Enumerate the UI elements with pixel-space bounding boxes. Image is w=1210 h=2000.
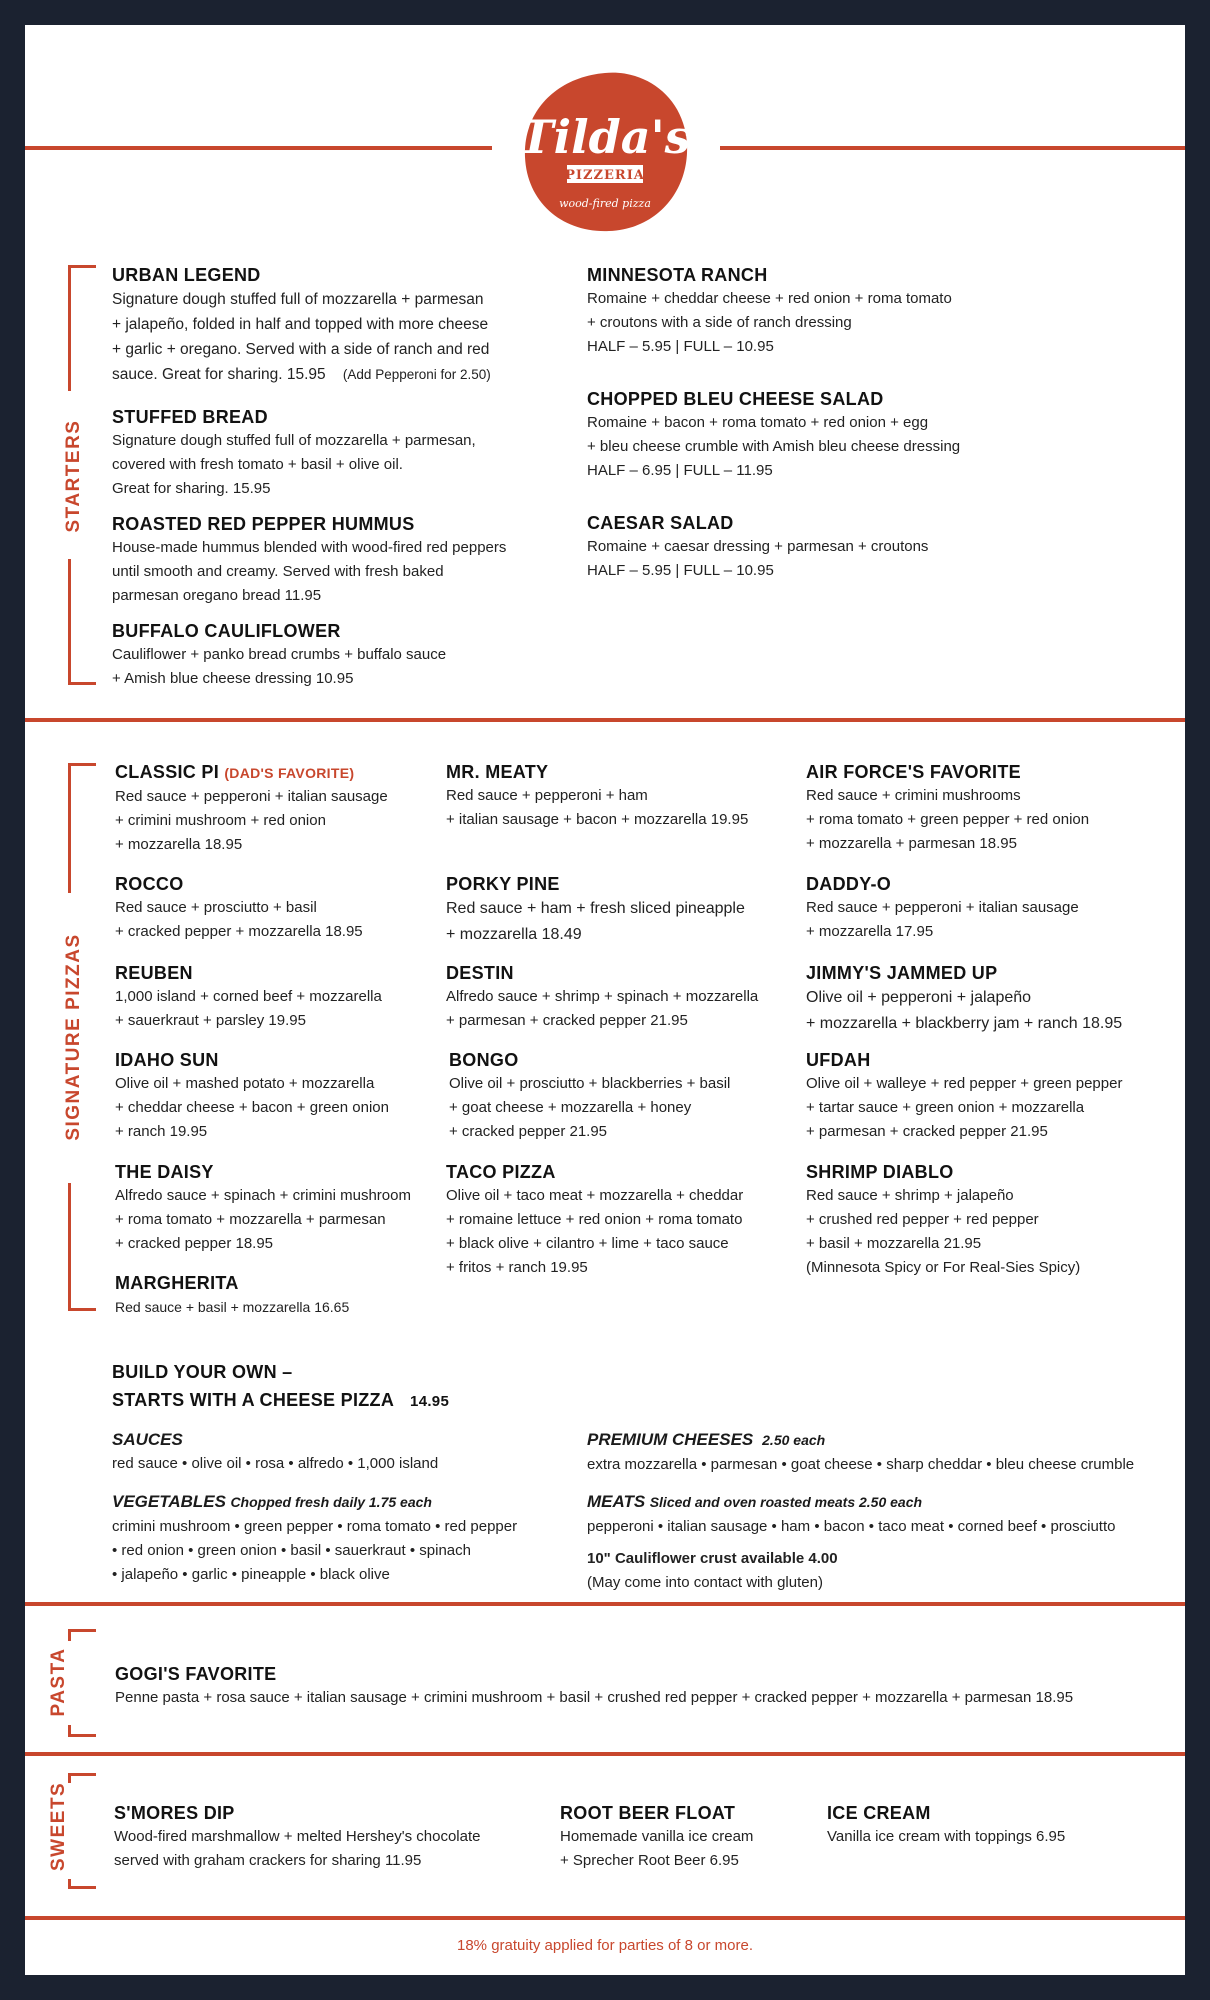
item-ufdah [806, 1048, 1122, 1144]
item-title: THE DAISY [115, 1162, 214, 1182]
item-description [449, 1072, 730, 1144]
desc-line: covered with fresh tomato + basil + olive oil. [112, 456, 403, 473]
desc-line: Red sauce + ham + fresh sliced pineapple [446, 900, 745, 917]
desc-line: + italian sausage + bacon + mozzarella 19.95 [446, 811, 749, 828]
item-title: PORKY PINE [446, 874, 560, 894]
meats-note: Sliced and oven roasted meats 2.50 each [649, 1494, 923, 1510]
byo-meats [587, 1490, 1116, 1595]
desc-line: Olive oil + walleye + red pepper + green pepper [806, 1075, 1123, 1092]
divider-pizza [25, 1602, 1185, 1606]
item-gogis-favorite [115, 1662, 1073, 1710]
item-the-daisy [115, 1160, 411, 1256]
item-description [446, 1184, 743, 1280]
desc-line: + parmesan + cracked pepper 21.95 [446, 1012, 688, 1029]
desc-line: + jalapeño, folded in half and topped with more cheese [112, 316, 489, 333]
byo-sauces [112, 1428, 438, 1476]
item-ice-cream [827, 1801, 1065, 1849]
item-title: ROASTED RED PEPPER HUMMUS [112, 514, 415, 534]
section-label-starters: STARTERS [63, 419, 84, 533]
desc-line: Romaine + cheddar cheese + red onion + roma tomato [587, 290, 952, 307]
item-rocco [115, 872, 363, 944]
item-description [112, 429, 476, 501]
desc-line: Red sauce + pepperoni + ham [446, 787, 648, 804]
item-description [827, 1825, 1065, 1849]
item-jimmys [806, 961, 1122, 1037]
desc-line: • red onion • green onion • basil • sauerkraut • spinach [112, 1542, 471, 1559]
item-description [560, 1825, 753, 1873]
meats-list: pepperoni • italian sausage • ham • bacon • taco meat • corned beef • prosciutto [587, 1518, 1116, 1535]
item-description [112, 643, 446, 691]
price-line: HALF – 5.95 | FULL – 10.95 [587, 562, 774, 579]
item-taco-pizza [446, 1160, 743, 1280]
desc-line: Red sauce + crimini mushrooms [806, 787, 1021, 804]
sauces-title: SAUCES [112, 1430, 183, 1449]
desc-line: + mozzarella 18.49 [446, 926, 582, 943]
item-title: S'MORES DIP [114, 1803, 235, 1823]
desc-line [112, 362, 491, 387]
item-description [112, 536, 506, 608]
item-description [446, 784, 748, 832]
desc-line: + cracked pepper 18.95 [115, 1235, 274, 1252]
item-destin [446, 961, 758, 1033]
header-rule-left [25, 146, 492, 150]
vegetables-title: VEGETABLES [112, 1492, 226, 1511]
desc-line: Penne pasta + rosa sauce + italian sausage + crimini mushroom + basil + crushed red pepper + cracked pepper + mozzarella + parmesan 18.95 [115, 1689, 1074, 1706]
desc-line: Homemade vanilla ice cream [560, 1828, 754, 1845]
desc-line: + croutons with a side of ranch dressing [587, 314, 852, 331]
item-caesar [587, 511, 928, 583]
desc-line: + mozzarella 18.95 [115, 836, 243, 853]
gluten-note: (May come into contact with gluten) [587, 1574, 823, 1591]
desc-line: + mozzarella 17.95 [806, 923, 934, 940]
byo-vegetables [112, 1490, 517, 1587]
logo-tagline: wood-fired pizza [559, 197, 651, 210]
desc-line: • jalapeño • garlic • pineapple • black olive [112, 1566, 390, 1583]
desc-line: + ranch 19.95 [115, 1123, 208, 1140]
desc-line: crimini mushroom • green pepper • roma tomato • red pepper [112, 1518, 518, 1535]
meats-title: MEATS [587, 1492, 646, 1511]
item-minnesota-ranch [587, 263, 952, 359]
item-description [115, 785, 388, 857]
desc-line: Red sauce + prosciutto + basil [115, 899, 317, 916]
meats-heading [587, 1490, 1116, 1515]
item-description [587, 287, 952, 359]
desc-line: House-made hummus blended with wood-fired red peppers [112, 539, 507, 556]
byo-price: 14.95 [410, 1393, 450, 1410]
desc-line: + roma tomato + green pepper + red onion [806, 811, 1090, 828]
desc-line: Red sauce + pepperoni + italian sausage [115, 788, 388, 805]
desc-line: + cracked pepper + mozzarella 18.95 [115, 923, 363, 940]
item-reuben [115, 961, 382, 1033]
item-title: BONGO [449, 1050, 519, 1070]
byo-line-2-text: STARTS WITH A CHEESE PIZZA [112, 1390, 395, 1410]
item-description [114, 1825, 481, 1873]
item-title: DADDY-O [806, 874, 892, 894]
item-mr-meaty [446, 760, 748, 832]
item-buffalo-cauliflower [112, 619, 446, 691]
item-title: REUBEN [115, 963, 193, 983]
item-shrimp-diablo [806, 1160, 1080, 1280]
desc-line: + fritos + ranch 19.95 [446, 1259, 588, 1276]
desc-line: + crimini mushroom + red onion [115, 812, 326, 829]
item-description [806, 784, 1089, 856]
item-title: AIR FORCE'S FAVORITE [806, 762, 1021, 782]
byo-line-2 [112, 1386, 449, 1416]
item-title: URBAN LEGEND [112, 265, 261, 285]
desc-line: Alfredo sauce + shrimp + spinach + mozzarella [446, 988, 759, 1005]
divider-pasta [25, 1752, 1185, 1756]
item-title: STUFFED BREAD [112, 407, 268, 427]
desc-line: + Sprecher Root Beer 6.95 [560, 1852, 739, 1869]
item-title: CAESAR SALAD [587, 513, 734, 533]
item-description [446, 896, 745, 948]
desc-line: + mozzarella + blackberry jam + ranch 18.95 [806, 1015, 1123, 1032]
item-description [806, 896, 1079, 944]
desc-line: + roma tomato + mozzarella + parmesan [115, 1211, 386, 1228]
item-description [115, 1072, 389, 1144]
desc-line: Romaine + bacon + roma tomato + red onion + egg [587, 414, 929, 431]
cheeses-list: extra mozzarella • parmesan • goat cheese • sharp cheddar • bleu cheese crumble [587, 1456, 1135, 1473]
desc-line: + mozzarella + parmesan 18.95 [806, 835, 1017, 852]
logo [517, 67, 693, 237]
build-your-own-heading [112, 1358, 449, 1416]
item-description [115, 1295, 349, 1319]
vegetables-heading [112, 1490, 517, 1515]
item-classic-pi [115, 760, 388, 857]
price-line: sauce. Great for sharing. 15.95 [112, 366, 326, 383]
item-description [112, 287, 491, 387]
item-margherita [115, 1271, 349, 1319]
item-title: ROOT BEER FLOAT [560, 1803, 736, 1823]
menu-sheet [25, 25, 1185, 1975]
item-name: CLASSIC PI [115, 762, 220, 782]
item-idaho-sun [115, 1048, 389, 1144]
desc-line: + tartar sauce + green onion + mozzarella [806, 1099, 1085, 1116]
desc-line: Romaine + caesar dressing + parmesan + croutons [587, 538, 929, 555]
divider-sweets [25, 1916, 1185, 1920]
desc-line: Vanilla ice cream with toppings 6.95 [827, 1828, 1066, 1845]
desc-line: until smooth and creamy. Served with fresh baked [112, 563, 444, 580]
byo-line-1: BUILD YOUR OWN – [112, 1362, 293, 1382]
item-title: JIMMY'S JAMMED UP [806, 963, 998, 983]
section-label-sweets: SWEETS [48, 1781, 69, 1871]
desc-line: Olive oil + taco meat + mozzarella + cheddar [446, 1187, 744, 1204]
desc-line: + sauerkraut + parsley 19.95 [115, 1012, 306, 1029]
item-title: UFDAH [806, 1050, 871, 1070]
item-hummus [112, 512, 506, 608]
desc-line: served with graham crackers for sharing 11.95 [114, 1852, 422, 1869]
vegetables-list [112, 1515, 517, 1587]
item-title: MR. MEATY [446, 762, 549, 782]
desc-line: 1,000 island + corned beef + mozzarella [115, 988, 382, 1005]
item-title: TACO PIZZA [446, 1162, 556, 1182]
favorite-tag: (DAD'S FAVORITE) [224, 765, 355, 781]
desc-line: + bleu cheese crumble with Amish bleu cheese dressing [587, 438, 961, 455]
header-rule-right [720, 146, 1185, 150]
desc-line: Red sauce + pepperoni + italian sausage [806, 899, 1079, 916]
item-root-beer-float [560, 1801, 753, 1873]
item-description [446, 985, 758, 1033]
desc-line: + basil + mozzarella 21.95 [806, 1235, 982, 1252]
logo-badge-icon [517, 67, 693, 237]
item-title: SHRIMP DIABLO [806, 1162, 954, 1182]
desc-line: + parmesan + cracked pepper 21.95 [806, 1123, 1048, 1140]
section-label-pasta: PASTA [48, 1647, 69, 1717]
item-description [115, 985, 382, 1033]
item-title [115, 760, 388, 785]
desc-line: Olive oil + prosciutto + blackberries + basil [449, 1075, 731, 1092]
gratuity-note: 18% gratuity applied for parties of 8 or more. [457, 1937, 753, 1954]
logo-name: Tilda's [519, 110, 691, 164]
price-line: HALF – 5.95 | FULL – 10.95 [587, 338, 774, 355]
vegetables-note: Chopped fresh daily 1.75 each [230, 1494, 432, 1510]
item-description [806, 985, 1122, 1037]
section-label-signature: SIGNATURE PIZZAS [63, 933, 84, 1141]
cheeses-note: 2.50 each [762, 1432, 826, 1448]
item-title: BUFFALO CAULIFLOWER [112, 621, 341, 641]
item-description [115, 1184, 411, 1256]
divider-starters [25, 718, 1185, 722]
item-title: CHOPPED BLEU CHEESE SALAD [587, 389, 884, 409]
item-chopped-bleu [587, 387, 960, 483]
desc-line: Great for sharing. 15.95 [112, 480, 271, 497]
desc-line: + romaine lettuce + red onion + roma tomato [446, 1211, 743, 1228]
desc-line: (Minnesota Spicy or For Real-Sies Spicy) [806, 1259, 1081, 1276]
item-title: MINNESOTA RANCH [587, 265, 768, 285]
item-title: GOGI'S FAVORITE [115, 1664, 277, 1684]
item-description [587, 535, 928, 583]
item-description [806, 1184, 1080, 1280]
price-line: HALF – 6.95 | FULL – 11.95 [587, 462, 773, 479]
item-porky-pine [446, 872, 745, 948]
item-description [806, 1072, 1122, 1144]
item-description [115, 1686, 1073, 1710]
item-title: IDAHO SUN [115, 1050, 219, 1070]
desc-line: Red sauce + shrimp + jalapeño [806, 1187, 1014, 1204]
cauliflower-crust: 10" Cauliflower crust available 4.00 [587, 1550, 838, 1567]
item-bongo [449, 1048, 730, 1144]
item-description [115, 896, 363, 944]
item-title: DESTIN [446, 963, 514, 983]
item-smores-dip [114, 1801, 481, 1873]
desc-line: Alfredo sauce + spinach + crimini mushroom [115, 1187, 411, 1204]
item-title: MARGHERITA [115, 1273, 239, 1293]
item-title: ROCCO [115, 874, 184, 894]
logo-sub: PIZZERIA [565, 168, 645, 183]
desc-line: + goat cheese + mozzarella + honey [449, 1099, 692, 1116]
sauces-list: red sauce • olive oil • rosa • alfredo • 1,000 island [112, 1455, 439, 1472]
item-stuffed-bread [112, 405, 476, 501]
desc-line: Cauliflower + panko bread crumbs + buffalo sauce [112, 646, 447, 663]
desc-line: + garlic + oregano. Served with a side of ranch and red [112, 341, 490, 358]
desc-line: Wood-fired marshmallow + melted Hershey's chocolate [114, 1828, 481, 1845]
desc-line: + cheddar cheese + bacon + green onion [115, 1099, 389, 1116]
item-urban-legend [112, 263, 491, 387]
byo-cheeses [587, 1428, 1134, 1477]
desc-line: Olive oil + pepperoni + jalapeño [806, 989, 1032, 1006]
desc-line: parmesan oregano bread 11.95 [112, 587, 322, 604]
desc-line: + cracked pepper 21.95 [449, 1123, 608, 1140]
item-daddy-o [806, 872, 1079, 944]
addon-note: (Add Pepperoni for 2.50) [342, 367, 491, 382]
cheeses-title: PREMIUM CHEESES [587, 1430, 754, 1449]
desc-line: + Amish blue cheese dressing 10.95 [112, 670, 354, 687]
desc-line: Signature dough stuffed full of mozzarella + parmesan, [112, 432, 476, 449]
desc-line: Signature dough stuffed full of mozzarella + parmesan [112, 291, 484, 308]
desc-line: Red sauce + basil + mozzarella 16.65 [115, 1299, 350, 1315]
item-air-force [806, 760, 1089, 856]
cheeses-heading [587, 1428, 1134, 1453]
item-description [587, 411, 960, 483]
desc-line: + crushed red pepper + red pepper [806, 1211, 1039, 1228]
item-title: ICE CREAM [827, 1803, 931, 1823]
desc-line: + black olive + cilantro + lime + taco sauce [446, 1235, 729, 1252]
desc-line: Olive oil + mashed potato + mozzarella [115, 1075, 375, 1092]
